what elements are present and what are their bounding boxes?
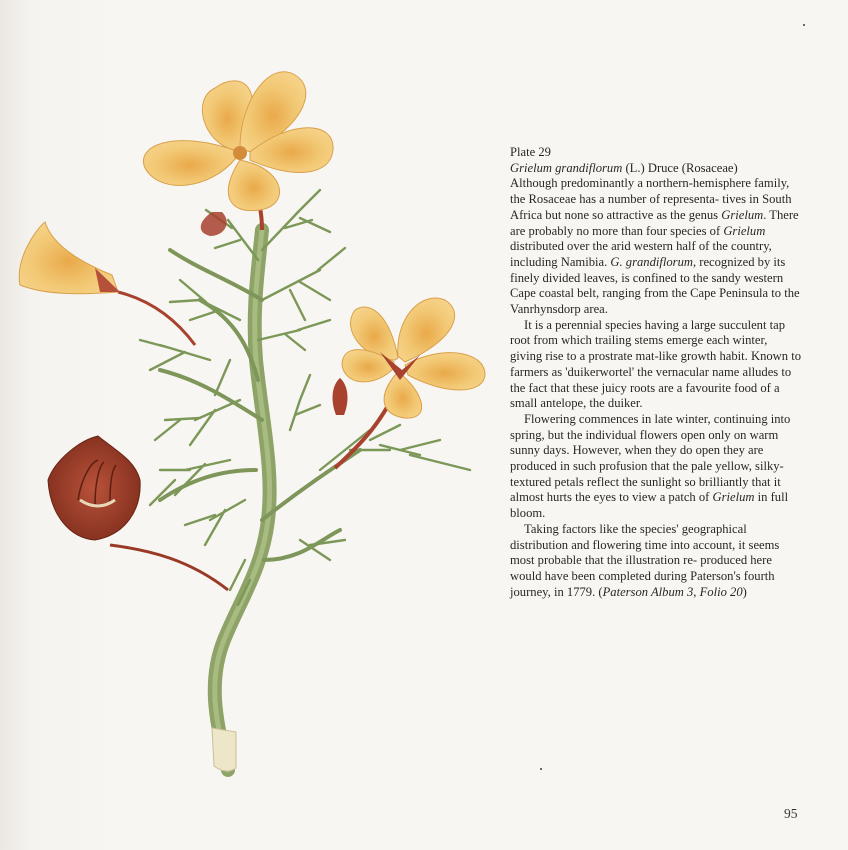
p3-text-a: Flowering commences in late winter, continuing into spring, but the individual flowers open only on warm sunny days. However, when they do open they are produced in such profusion that the pale yellow, silky-textured petals reflect the sunlight so brilliantly that it almost hurts the eyes to view a patch of — [510, 411, 791, 505]
p3-genus: Grielum — [712, 490, 755, 505]
paragraph-1 — [510, 176, 802, 317]
p4-text-c: ) — [742, 584, 747, 599]
p1-text-a: Although predominantly a northern-hemisphere family, the Rosaceae has a number of representa- tives in South Africa but none so attractive as the genus — [510, 176, 792, 222]
p1-text-g: , recognized by its finely divided leaves, is confined to the sandy western Cape coastal belt, ranging from the Cape Peninsula to the Vanrhynsdorp area. — [510, 254, 800, 317]
paragraph-4 — [510, 522, 802, 601]
species-heading — [510, 161, 802, 177]
p4-source: Paterson Album 3, Folio 20 — [602, 584, 743, 599]
p1-text-c: . There are probably no more than four species of — [510, 207, 799, 238]
p3-text-c: in full bloom. — [510, 490, 789, 521]
plate-caption — [510, 145, 802, 600]
flower-bud — [201, 212, 348, 415]
right-flower — [335, 298, 485, 468]
p1-genus-1: Grielum — [721, 207, 764, 222]
p1-genus-2: Grielum — [723, 223, 766, 238]
species-name: Grielum grandiflorum — [510, 160, 623, 175]
leaves — [140, 190, 470, 605]
seed-pod — [48, 436, 228, 590]
paragraph-3 — [510, 412, 802, 522]
print-speck — [540, 768, 542, 770]
p4-text-a: Taking factors like the species' geographical distribution and flowering time into account, it seems most probable that the illustration re- produced here would have been completed during Paterson's fourth journey, in 1779. ( — [510, 521, 780, 599]
p1-text-e: distributed over the arid western half of the country, including Namibia. — [510, 239, 772, 269]
paragraph-2: It is a perennial species having a large succulent tap root from which trailing stems emerge each winter, giving rise to a prostrate mat-like growth habit. Known to farmers as 'duikerwortel' the vernacular name alludes to the fact that these juicy roots are a favourite food of a small antelope, the duiker. — [510, 317, 801, 411]
p1-species-abbrev: G. grandiflorum — [610, 254, 693, 269]
plate-label: Plate 29 — [510, 145, 551, 159]
print-speck — [803, 24, 805, 26]
left-bud-flower — [19, 222, 195, 345]
species-authority: (L.) Druce (Rosaceae) — [625, 160, 738, 175]
page-number: 95 — [784, 806, 798, 821]
